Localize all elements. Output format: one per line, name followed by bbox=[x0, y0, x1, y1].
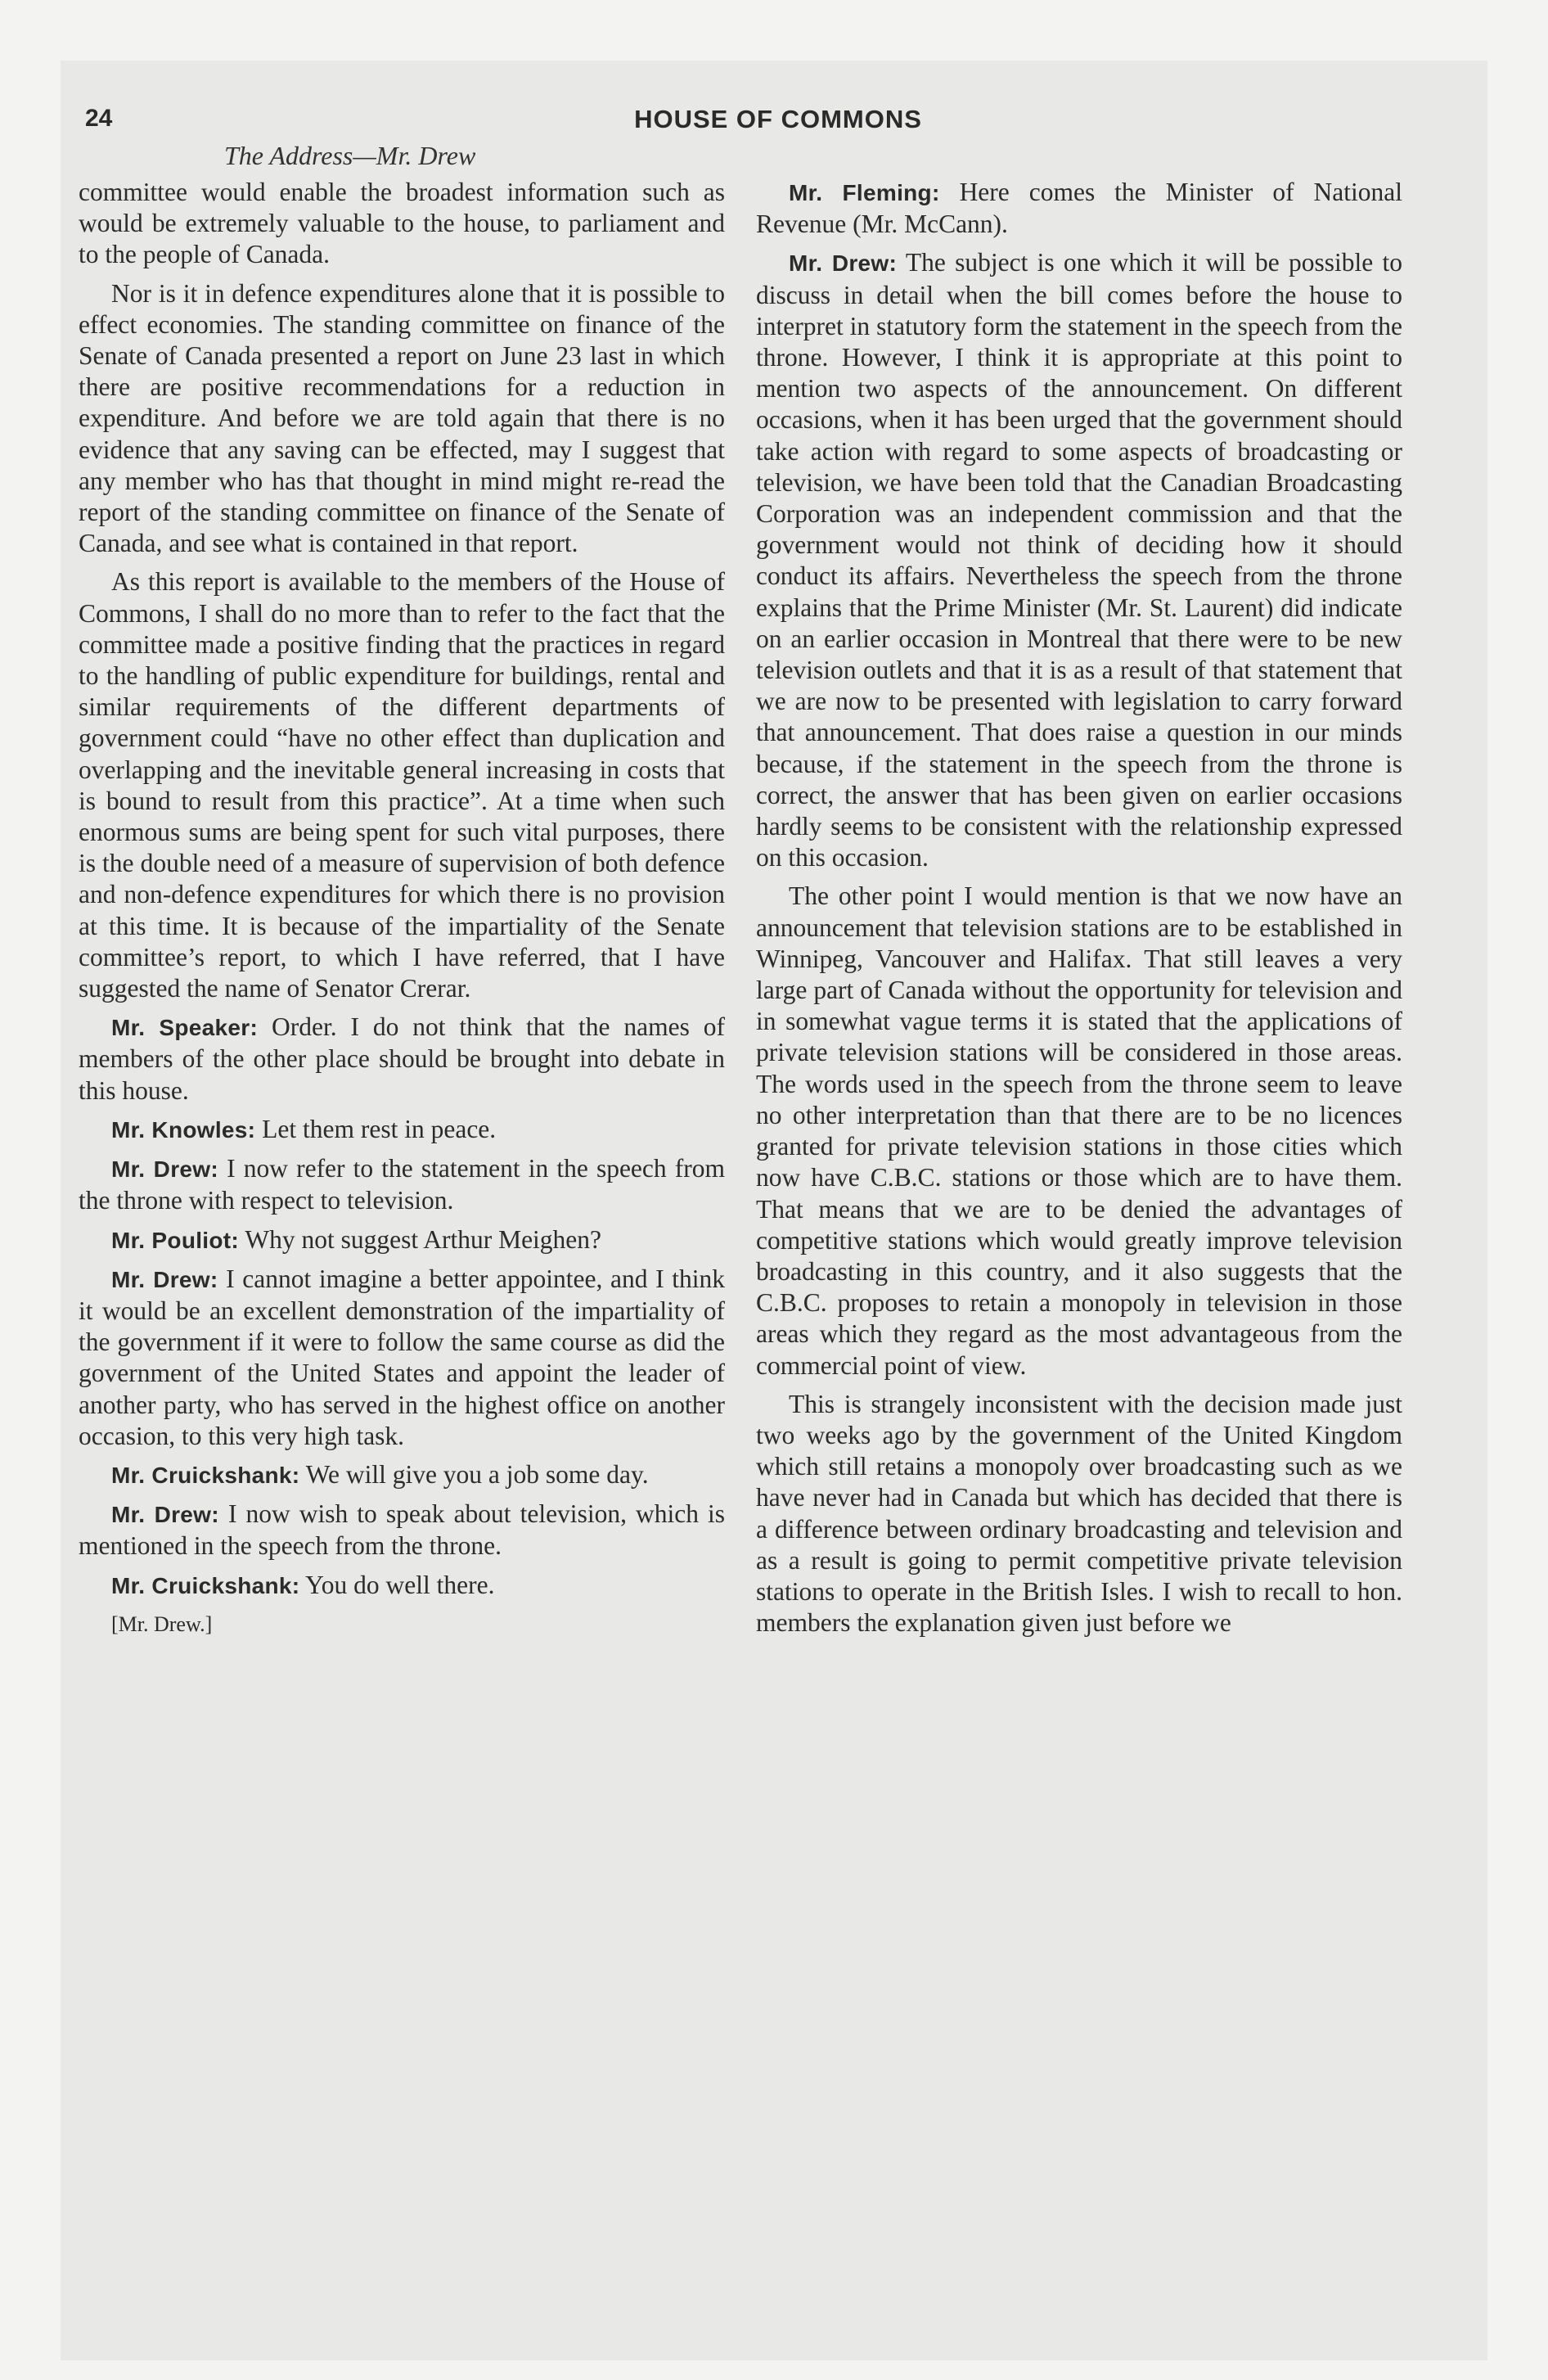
paragraph: committee would enable the broadest information such as would be extremely valuable to the house, to parliament and to the people of Canada. bbox=[79, 178, 725, 269]
speech-text: Order. I do not think that the names of members of the other place should be brought into debate in this house. bbox=[79, 1012, 725, 1105]
speech-text: I now refer to the statement in the speech from the throne with respect to television. bbox=[79, 1154, 726, 1215]
document-page bbox=[61, 61, 1487, 2360]
speech bbox=[756, 247, 1402, 873]
speaker-name: Mr. Speaker: bbox=[111, 1015, 259, 1041]
speaker-name: Mr. Drew: bbox=[111, 1266, 218, 1292]
paragraph: The other point I would mention is that we now have an announcement that television stations are to be established in Winnipeg, Vancouver and Halifax. That still leaves a very large part of Canada without the opportunity for television and in somewhat vague terms it is stated that the applications of private television stations will be considered in those areas. The words used in the speech from the throne seem to leave no other interpretation than that there are to be no licences granted for private television stations in those cities which now have C.B.C. stations or those which are to have them. That means that we are to be denied the advantages of competitive stations which would greatly improve television broadcasting in this country, and it also suggests that the C.B.C. proposes to retain a monopoly in television in those areas which they regard as the most advantageous from the commercial point of view. bbox=[756, 881, 1402, 1380]
running-head bbox=[85, 105, 1471, 137]
speech-text: We will give you a job some day. bbox=[305, 1459, 649, 1489]
footer-note: [Mr. Drew.] bbox=[111, 1611, 213, 1636]
speech-text: You do well there. bbox=[305, 1570, 495, 1599]
speaker-name: Mr. Drew: bbox=[111, 1502, 219, 1528]
speaker-name: Mr. Cruickshank: bbox=[111, 1462, 300, 1488]
speech bbox=[79, 1499, 725, 1562]
speech bbox=[79, 1459, 725, 1491]
speech-text: I now wish to speak about television, which is mentioned in the speech from the throne. bbox=[79, 1499, 726, 1561]
speaker-name: Mr. Drew: bbox=[111, 1156, 218, 1183]
speech bbox=[756, 177, 1402, 240]
speech-text: The subject is one which it will be possible to discuss in detail when the bill comes before the house to interpret in statutory form the statement in the speech from the throne. However, I think it is appropriate at this point to mention two aspects of the announcement. On different occasions, when it has been urged that the government should take action with regard to some aspects of broadcasting or television, we have been told that the Canadian Broadcasting Corporation was an independent commission and that the government would not think of deciding how it should conduct its affairs. Nevertheless the speech from the throne explains that the Prime Minister (Mr. St. Laurent) did indicate on an earlier occasion in Montreal that there were to be new television outlets and that it is as a result of that statement that we are now to be presented with legislation to carry forward that announcement. That does raise a question in our minds because, if the statement in the speech from the throne is correct, the answer that has been given on earlier occasions hardly seems to be consistent with the relationship expressed on this occasion. bbox=[756, 248, 1403, 872]
speech bbox=[79, 1153, 725, 1216]
speaker-name: Mr. Drew: bbox=[789, 250, 898, 277]
right-column bbox=[756, 177, 1402, 1646]
speaker-name: Mr. Cruickshank: bbox=[111, 1572, 300, 1598]
page-title: HOUSE OF COMMONS bbox=[634, 105, 922, 133]
left-column bbox=[79, 177, 725, 1648]
paragraph: As this report is available to the members of the House of Commons, I shall do no more than to refer to the fact that the committee made a positive finding that the practices in regard to the handling of public expenditure for buildings, rental and similar requirements of the different departments of government could “have no other effect than duplication and overlapping and the inevitable general increasing in costs that is bound to result from this practice”. At a time when such enormous sums are being spent for such vital purposes, there is the double need of a measure of supervision of both defence and non-defence expenditures for which there is no provision at this time. It is because of the impartiality of the Senate committee’s report, to which I have referred, that I have suggested the name of Senator Crerar. bbox=[79, 567, 725, 1003]
speaker-name: Mr. Knowles: bbox=[111, 1116, 256, 1143]
speech bbox=[79, 1012, 725, 1107]
speech-text: I cannot imagine a better appointee, and I think it would be an excellent demonstration of the impartiality of the government if it were to follow the same course as did the government of the United States and appoint the leader of another party, who has served in the highest office on another occasion, to this very high task. bbox=[79, 1264, 726, 1450]
speech-text: Here comes the Minister of National Revenue (Mr. McCann). bbox=[756, 178, 1402, 239]
speaker-name: Mr. Fleming: bbox=[789, 180, 940, 205]
speech-text: Let them rest in peace. bbox=[262, 1114, 497, 1143]
paragraph: This is strangely inconsistent with the decision made just two weeks ago by the government of the United Kingdom which still retains a monopoly over broadcasting such as we have never had in Canada but which has decided that there is a difference between ordinary broadcasting and television and as a result is going to permit competitive private television stations to operate in the British Isles. I wish to recall to hon. members the explanation given just before we bbox=[756, 1389, 1402, 1638]
speech-text: Why not suggest Arthur Meighen? bbox=[245, 1224, 602, 1254]
paragraph: Nor is it in defence expenditures alone that it is possible to effect economies. The standing committee on finance of the Senate of Canada presented a report on June 23 last in which there are positive recommendations for a reduction in expenditure. And before we are told again that there is no evidence that any saving can be effected, may I suggest that any member who has that thought in mind might re-read the report of the standing committee on finance of the Senate of Canada, and see what is contained in that report. bbox=[79, 278, 725, 558]
section-heading: The Address—Mr. Drew bbox=[224, 141, 476, 170]
speaker-name: Mr. Pouliot: bbox=[111, 1227, 240, 1253]
speech bbox=[79, 1570, 725, 1602]
speech bbox=[79, 1224, 725, 1256]
speech bbox=[79, 1114, 725, 1146]
speech bbox=[79, 1264, 725, 1452]
page-number: 24 bbox=[85, 105, 113, 132]
